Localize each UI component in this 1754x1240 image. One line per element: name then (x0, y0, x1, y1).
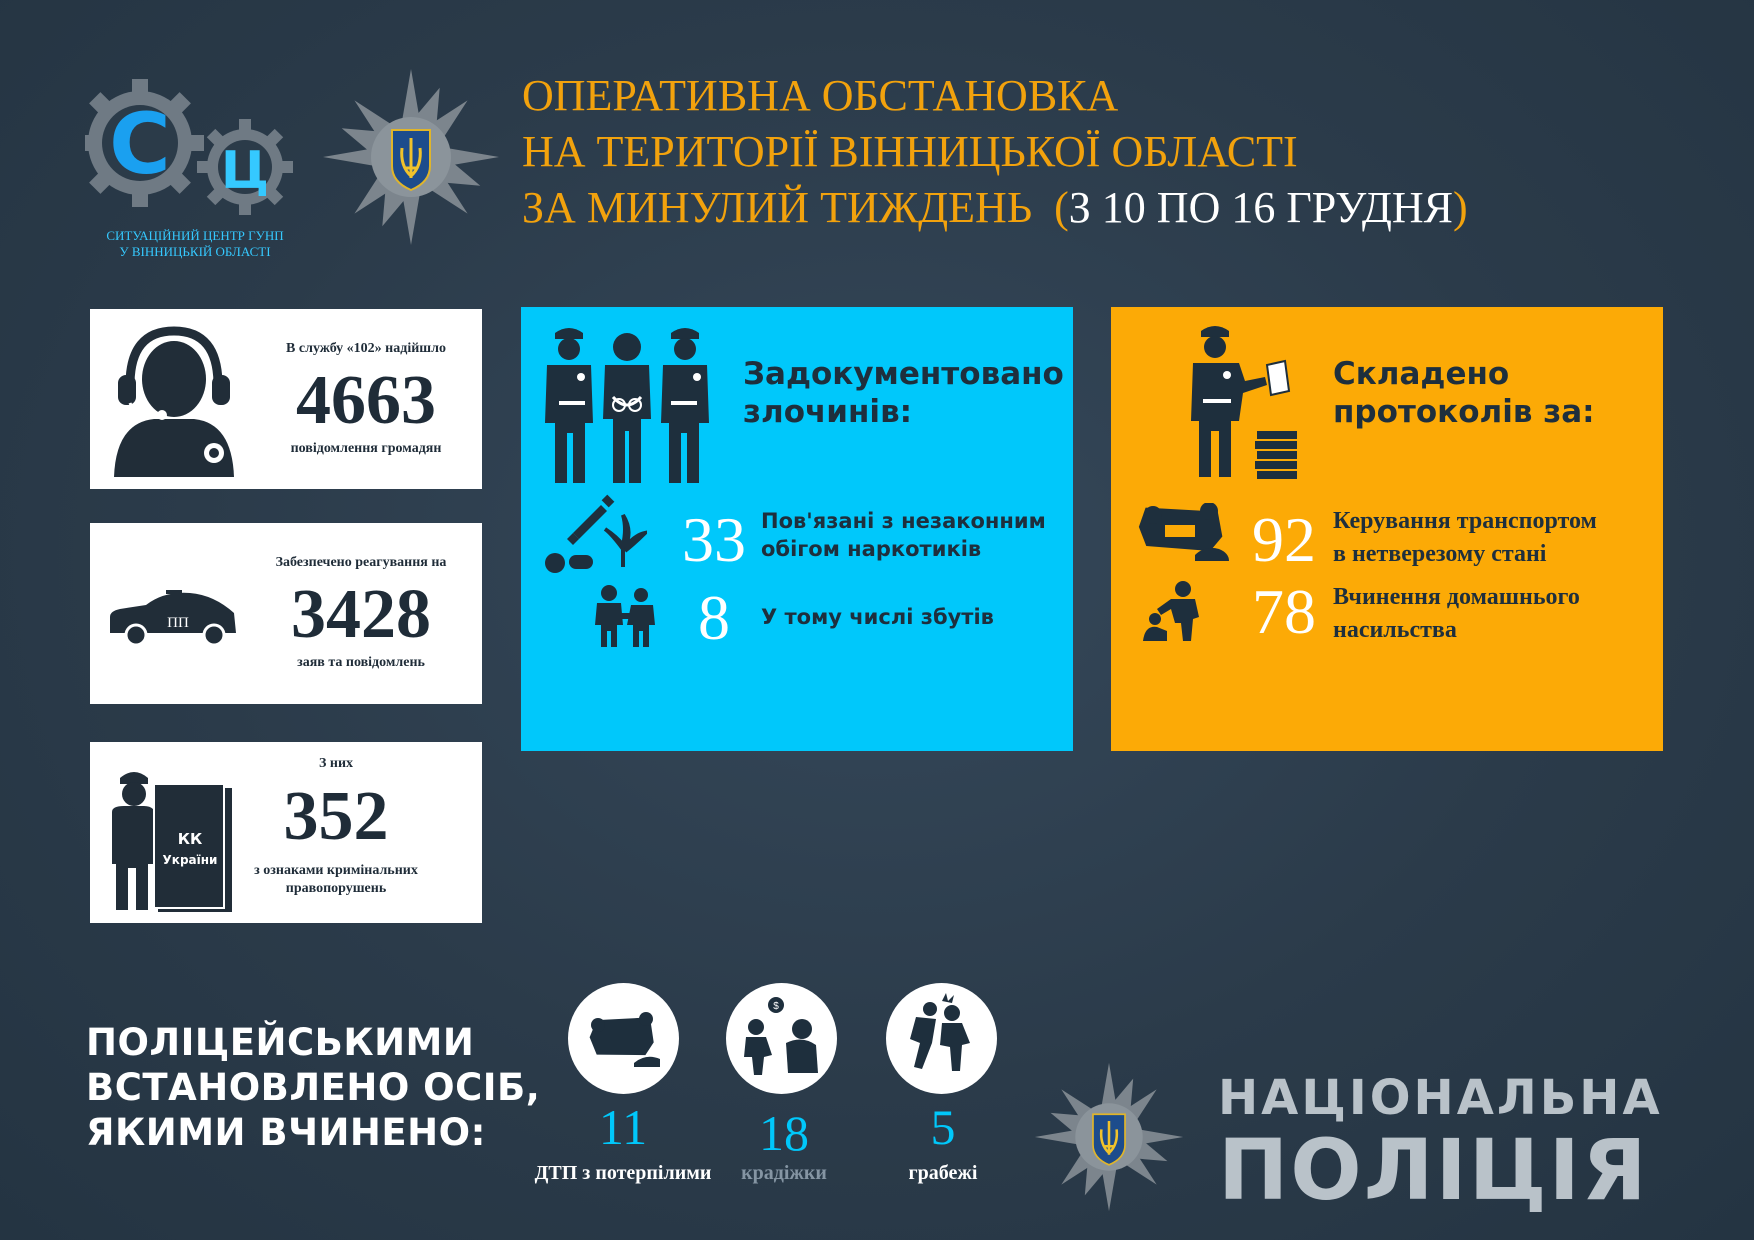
crimes-heading-line2: злочинів: (743, 394, 913, 430)
svg-text:С: С (109, 95, 171, 193)
robberies-label: грабежі (908, 1162, 978, 1184)
domestic-violence-caption-line2: насильства (1333, 617, 1457, 643)
svg-text:Ц: Ц (220, 141, 270, 201)
title-line2: НА ТЕРИТОРІЇ ВІННИЦЬКОЇ ОБЛАСТІ (522, 127, 1298, 176)
car-label: ПП (167, 615, 189, 631)
criminal-caption-line2: правопорушень (285, 881, 387, 896)
drugs-caption-line1: Пов'язані з незаконним (761, 509, 1046, 533)
drugs-caption (761, 507, 1046, 563)
calls-card (90, 309, 482, 489)
drunk-driving-car-icon (1135, 503, 1231, 565)
logo-caption (85, 228, 305, 260)
domestic-violence-value: 78 (1252, 576, 1316, 647)
drunk-driving-caption-line2: в нетверезому стані (1333, 541, 1547, 567)
criminal-card (90, 742, 482, 923)
logo-caption-line2: У ВІННИЦЬКІЙ ОБЛАСТІ (119, 244, 271, 259)
svg-text:$: $ (773, 1001, 779, 1012)
drugs-caption-line2: обігом наркотиків (761, 537, 982, 561)
offenders-heading (86, 1020, 540, 1155)
title-line3: ЗА МИНУЛИЙ ТИЖДЕНЬ (З 10 ПО 16 ГРУДНЯ) (522, 183, 1468, 232)
drunk-driving-caption (1333, 505, 1597, 571)
police-protocol-icon (1183, 321, 1299, 479)
robberies-value: 5 (930, 1099, 956, 1155)
drugs-icon (543, 493, 647, 583)
brand-police: ПОЛІЦІЯ (1218, 1121, 1649, 1219)
protocols-heading-line2: протоколів за: (1333, 394, 1595, 430)
domestic-violence-icon (1141, 579, 1205, 641)
drugs-value: 33 (682, 504, 746, 575)
logo-caption-line1: СИТУАЦІЙНИЙ ЦЕНТР ГУНП (106, 228, 284, 243)
police-badge-bottom-icon (1034, 1062, 1184, 1212)
title-period: ЗА МИНУЛИЙ ТИЖДЕНЬ (522, 183, 1033, 232)
offenders-heading-line3: ЯКИМИ ВЧИНЕНО: (86, 1111, 486, 1154)
responses-label: Забезпечено реагування на (275, 555, 447, 570)
police-car-icon (106, 589, 240, 645)
situation-center-logo (85, 75, 305, 215)
accidents-label: ДТП з потерпілими (534, 1162, 712, 1184)
title-dates: З 10 ПО 16 ГРУДНЯ (1068, 183, 1453, 232)
domestic-violence-caption-line1: Вчинення домашнього (1333, 584, 1580, 610)
title-line1: ОПЕРАТИВНА ОБСТАНОВКА (522, 71, 1119, 120)
offenders-heading-line1: ПОЛІЦЕЙСЬКИМИ (86, 1021, 475, 1064)
responses-value: 3428 (291, 576, 431, 653)
police-arrest-icon (541, 323, 713, 485)
operator-headset-icon (104, 323, 244, 477)
drunk-driving-value: 92 (1252, 504, 1316, 575)
calls-value: 4663 (296, 362, 436, 439)
police-badge-icon (322, 68, 500, 246)
criminal-caption-line1: з ознаками кримінальних (254, 863, 418, 878)
responses-caption: заяв та повідомлень (297, 655, 425, 670)
accidents-value: 11 (598, 1099, 648, 1155)
drunk-driving-caption-line1: Керування транспортом (1333, 508, 1597, 534)
thefts-label: крадіжки (741, 1162, 827, 1184)
protocols-heading (1333, 355, 1595, 431)
brand-national: НАЦІОНАЛЬНА (1218, 1070, 1663, 1126)
drug-dealing-icon (593, 585, 657, 647)
robbery-icon (886, 983, 997, 1094)
crimes-panel (521, 307, 1073, 751)
page-title (522, 68, 1468, 236)
police-officer-code-icon (108, 764, 234, 912)
theft-icon (726, 983, 837, 1094)
criminal-label: З них (318, 756, 354, 771)
book-label-kk: КК (177, 830, 203, 848)
protocols-panel (1111, 307, 1663, 751)
calls-label: В службу «102» надійшло (286, 341, 446, 356)
calls-caption: повідомлення громадян (290, 441, 442, 456)
protocols-heading-line1: Складено (1333, 356, 1510, 392)
dealing-value: 8 (698, 582, 730, 653)
responses-card (90, 523, 482, 704)
offenders-heading-line2: ВСТАНОВЛЕНО ОСІБ, (86, 1066, 541, 1109)
domestic-violence-caption (1333, 581, 1580, 647)
crimes-heading-line1: Задокументовано (743, 356, 1064, 392)
book-label-ukraine: України (162, 853, 218, 867)
criminal-value: 352 (283, 778, 389, 855)
thefts-value: 18 (759, 1105, 809, 1161)
car-crash-icon (568, 983, 679, 1094)
criminal-caption (230, 862, 442, 898)
crimes-heading (743, 355, 1064, 431)
dealing-caption: У тому числі збутів (761, 605, 994, 629)
